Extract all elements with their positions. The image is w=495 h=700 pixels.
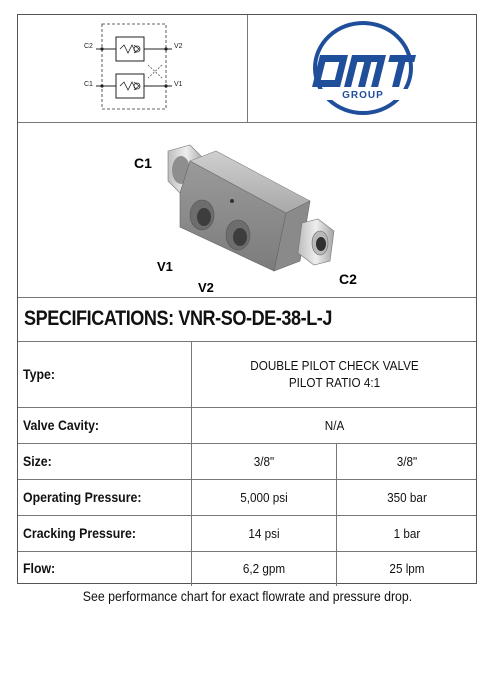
size-label: Size:: [23, 453, 52, 469]
schematic-label-c2: C2: [84, 43, 93, 50]
spec-row-type: [18, 341, 476, 407]
spec-row-cavity: [18, 407, 476, 443]
schematic-label-c1: C1: [84, 81, 93, 88]
flow-gpm: 6,2 gpm: [242, 561, 286, 576]
col-divider: [336, 552, 337, 586]
size-value-imperial: 3/8": [253, 454, 275, 469]
company-logo: [248, 15, 478, 122]
cavity-value: N/A: [324, 418, 345, 433]
type-value-line2: PILOT RATIO 4:1: [288, 375, 381, 390]
cavity-label: Valve Cavity:: [23, 417, 100, 433]
operating-pressure-bar: 350 bar: [387, 490, 427, 505]
flow-lpm: 25 lpm: [389, 561, 425, 576]
operating-pressure-psi: 5,000 psi: [240, 490, 288, 505]
product-photo-row: [18, 122, 476, 297]
col-divider: [191, 342, 192, 408]
photo-label-c1: C1: [134, 155, 152, 171]
col-divider: [191, 444, 192, 480]
col-divider: [191, 408, 192, 444]
photo-label-v1: V1: [157, 259, 173, 274]
spec-sheet: [17, 14, 477, 584]
size-value-metric: 3/8": [396, 454, 418, 469]
spec-row-size: [18, 443, 476, 479]
spec-heading-row: [18, 297, 476, 341]
col-divider: [191, 552, 192, 586]
cracking-pressure-label: Cracking Pressure:: [23, 525, 136, 541]
spec-row-flow: [18, 551, 476, 585]
type-label: Type:: [23, 366, 55, 382]
spec-row-operating-pressure: [18, 479, 476, 515]
schematic-label-v2: V2: [174, 43, 183, 50]
operating-pressure-label: Operating Pressure:: [23, 489, 142, 505]
spec-row-cracking-pressure: [18, 515, 476, 551]
photo-label-v2: V2: [198, 280, 214, 295]
col-divider: [336, 480, 337, 516]
type-value-line1: DOUBLE PILOT CHECK VALVE: [250, 358, 419, 373]
flow-label: Flow:: [23, 560, 56, 576]
schematic-label-v1: V1: [174, 81, 183, 88]
col-divider: [336, 444, 337, 480]
valve-product-image: [18, 123, 476, 298]
logo-group-text: GROUP: [342, 90, 384, 101]
cracking-pressure-bar: 1 bar: [393, 526, 421, 541]
col-divider: [191, 516, 192, 552]
hydraulic-schematic: [18, 15, 247, 122]
footer-note: See performance chart for exact flowrate and pressure drop.: [82, 588, 413, 604]
photo-label-c2: C2: [339, 271, 357, 287]
spec-title: SPECIFICATIONS: VNR-SO-DE-38-L-J: [24, 307, 333, 330]
col-divider: [191, 480, 192, 516]
cracking-pressure-psi: 14 psi: [248, 526, 280, 541]
col-divider: [336, 516, 337, 552]
header-row: [18, 15, 476, 122]
